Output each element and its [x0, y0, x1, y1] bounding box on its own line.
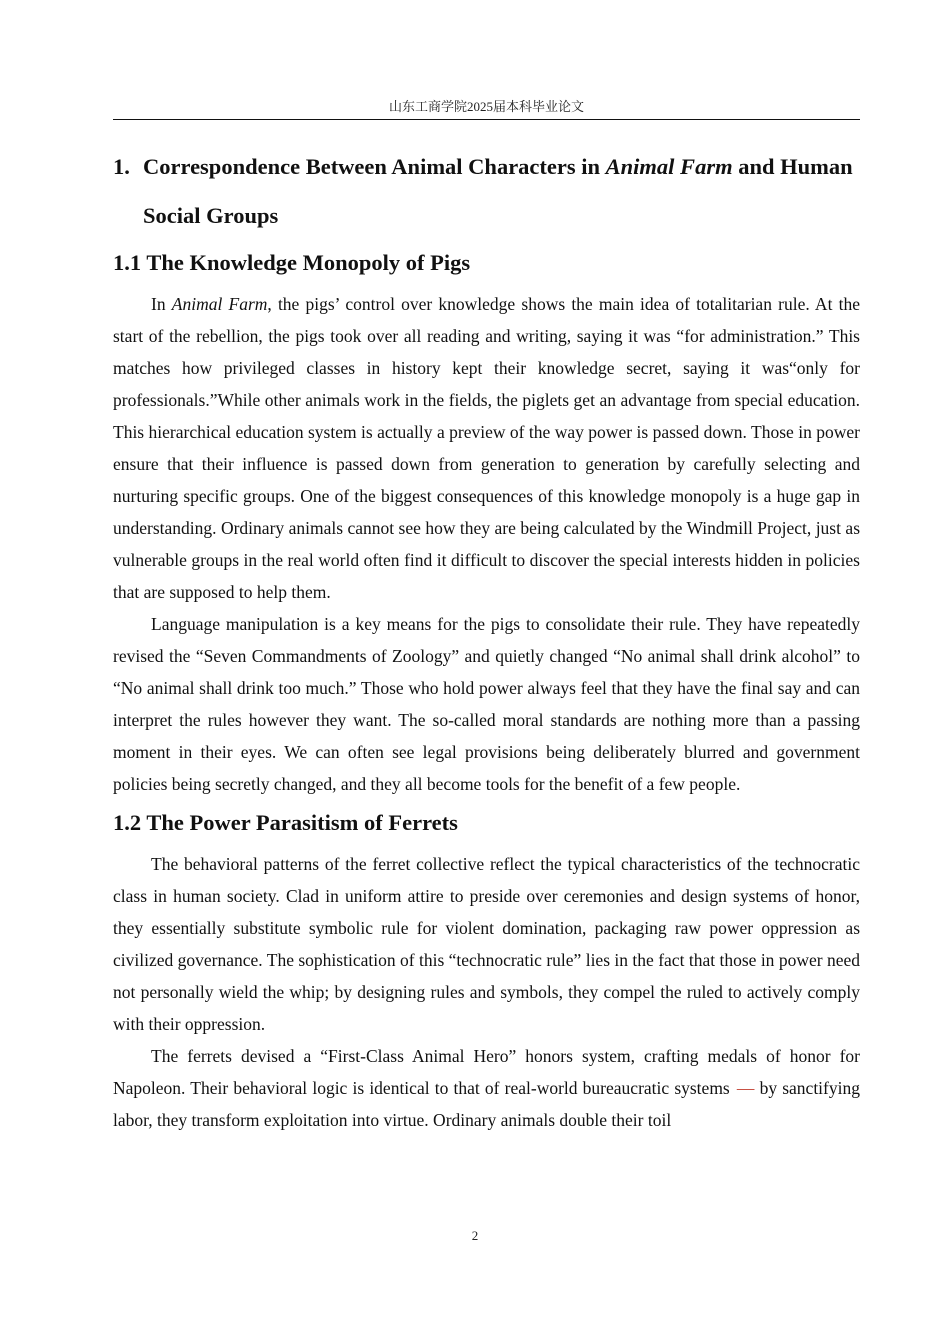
paragraph-1-1-a [113, 288, 860, 608]
para-text-end: by sanctifying labor, they transform exploitation into virtue. Ordinary animals double their toil [113, 1078, 860, 1130]
chapter-heading [113, 142, 860, 240]
paragraph-1-2-b [113, 1040, 860, 1136]
paragraph-1-2-a: The behavioral patterns of the ferret collective reflect the typical characteristics of the technocratic class in human society. Clad in uniform attire to preside over ceremonies and design systems of honor, they essentially substitute symbolic rule for violent domination, packaging raw power oppression as civilized governance. The sophistication of this “technocratic rule” lies in the fact that those in power need not personally wield the whip; by designing rules and symbols, they compel the ruled to actively comply with their oppression. [113, 854, 860, 1034]
para-body: , the pigs’ control over knowledge shows the main idea of totalitarian rule. At the start of the rebellion, the pigs took over all reading and writing, saying it was “for administration.” This matches how privileged classes in history kept their knowledge secret, saying it was“only for professionals.”While other animals work in the fields, the piglets get an advantage from special education. This hierarchical education system is actually a preview of the way power is passed down. Those in power ensure that their influence is passed down from generation to generation by carefully selecting and nurturing specific groups. One of the biggest consequences of this knowledge monopoly is a huge gap in understanding. Ordinary animals cannot see how they are being calculated by the Windmill Project, just as vulnerable groups in the real world often find it difficult to discover the special interests hidden in policies that are supposed to help them. [113, 294, 860, 602]
chapter-number: 1. [113, 154, 130, 179]
chapter-title-part2: and Human Social Groups [143, 154, 853, 228]
body-content [113, 142, 860, 1136]
paragraph-1-1-b: Language manipulation is a key means for the pigs to consolidate their rule. They have repeatedly revised the “Seven Commandments of Zoology” and quietly changed “No animal shall drink alcohol” to “No animal shall drink too much.” Those who hold power always feel that they have the final say and can interpret the rules however they want. The so-called moral standards are nothing more than a passing moment in their eyes. We can often see legal provisions being deliberately blurred and government policies being secretly changed, and they all become tools for the benefit of a few people. [113, 614, 860, 794]
running-header: 山东工商学院2025届本科毕业论文 [388, 99, 584, 114]
page-number: 2 [471, 1228, 479, 1243]
para-prefix: In [151, 294, 172, 314]
em-dash: — [736, 1078, 755, 1098]
para-text-start: The ferrets devised a “First-Class Animal Hero” honors system, crafting medals of honor for Napoleon. Their behavioral logic is identical to that of real-world bureaucratic systems [113, 1046, 860, 1098]
book-title-italic: Animal Farm [171, 294, 268, 314]
section-heading-1-2: 1.2 The Power Parasitism of Ferrets [113, 810, 458, 835]
section-heading-1-1: 1.1 The Knowledge Monopoly of Pigs [113, 250, 471, 275]
header-rule [113, 119, 860, 120]
chapter-title-italic: Animal Farm [605, 154, 733, 179]
chapter-title-part1: Correspondence Between Animal Characters in [143, 154, 606, 179]
